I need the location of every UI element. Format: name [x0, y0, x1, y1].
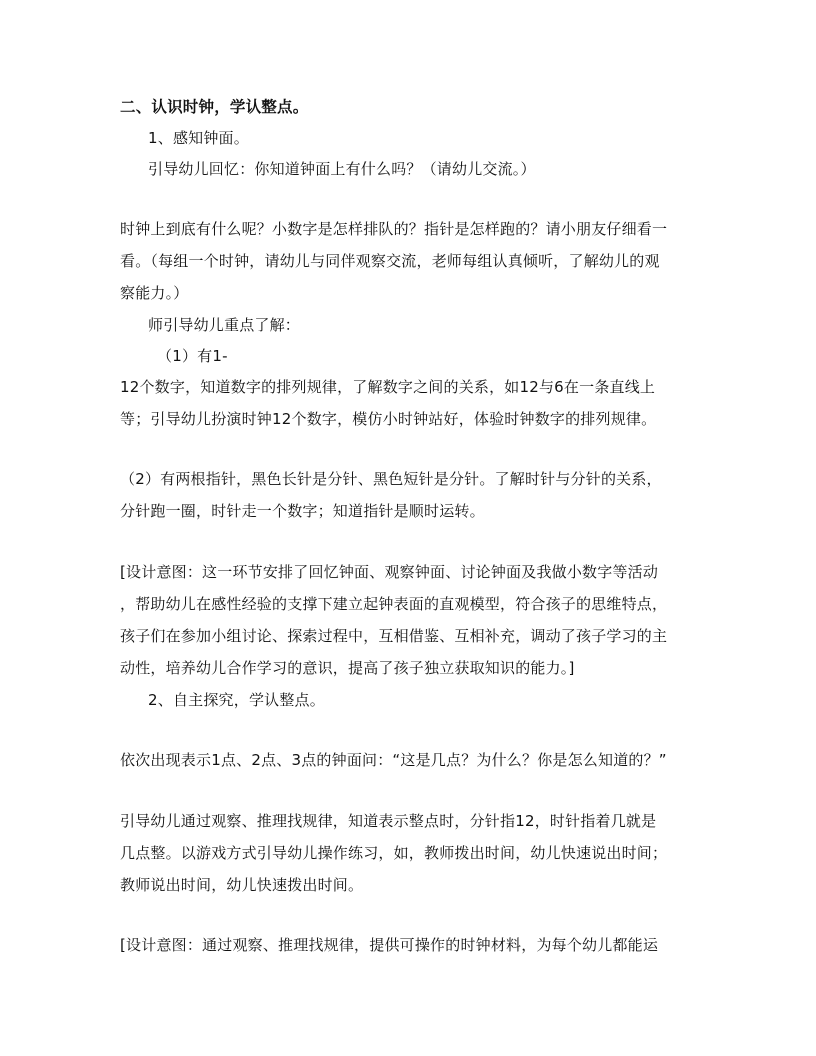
paragraph-line: 12个数字，知道数字的排列规律，了解数字之间的关系，如12与6在一条直线上 [120, 378, 656, 396]
paragraph-line: 依次出现表示1点、2点、3点的钟面问：“这是几点？为什么？你是怎么知道的？” [120, 751, 667, 769]
subsection-title-1: 1、感知钟面。 [148, 129, 249, 147]
paragraph-line: 时钟上到底有什么呢？小数字是怎样排队的？指针是怎样跑的？请小朋友仔细看一 [120, 220, 668, 238]
subsection-title-2: 2、自主探究，学认整点。 [148, 691, 325, 709]
design-intent-line: [设计意图：这一环节安排了回忆钟面、观察钟面、讨论钟面及我做小数字等活动 [120, 563, 659, 581]
paragraph-line: 师引导幼儿重点了解： [148, 316, 301, 334]
design-intent-line: 动性，培养幼儿合作学习的意识，提高了孩子独立获取知识的能力。] [120, 659, 575, 677]
paragraph-line: 教师说出时间，幼儿快速拨出时间。 [120, 876, 364, 894]
design-intent-line: 孩子们在参加小组讨论、探索过程中，互相借鉴、互相补充，调动了孩子学习的主 [120, 627, 668, 645]
paragraph-line: 看。（每组一个时钟，请幼儿与同伴观察交流，老师每组认真倾听，了解幼儿的观 [120, 252, 660, 270]
list-item-marker: （1）有1- [157, 347, 228, 365]
design-intent-line: [设计意图：通过观察、推理找规律，提供可操作的时钟材料，为每个幼儿都能运 [120, 936, 659, 954]
paragraph-line: （2）有两根指针，黑色长针是分针、黑色短针是分针。了解时针与分针的关系， [120, 470, 662, 488]
paragraph-line: 几点整。以游戏方式引导幼儿操作练习，如，教师拨出时间，幼儿快速说出时间； [120, 844, 668, 862]
paragraph-line: 引导幼儿回忆：你知道钟面上有什么吗？（请幼儿交流。） [148, 160, 536, 178]
paragraph-line: 引导幼儿通过观察、推理找规律，知道表示整点时，分针指12，时针指着几就是 [120, 812, 657, 830]
design-intent-line: ，帮助幼儿在感性经验的支撑下建立起钟表面的直观模型，符合孩子的思维特点， [120, 595, 668, 613]
paragraph-line: 分针跑一圈，时针走一个数字；知道指针是顺时运转。 [120, 502, 485, 520]
paragraph-line: 等；引导幼儿扮演时钟12个数字，模仿小时钟站好，体验时钟数字的排列规律。 [120, 410, 657, 428]
paragraph-line: 察能力。） [120, 284, 189, 302]
section-heading: 二、认识时钟，学认整点。 [120, 98, 309, 116]
